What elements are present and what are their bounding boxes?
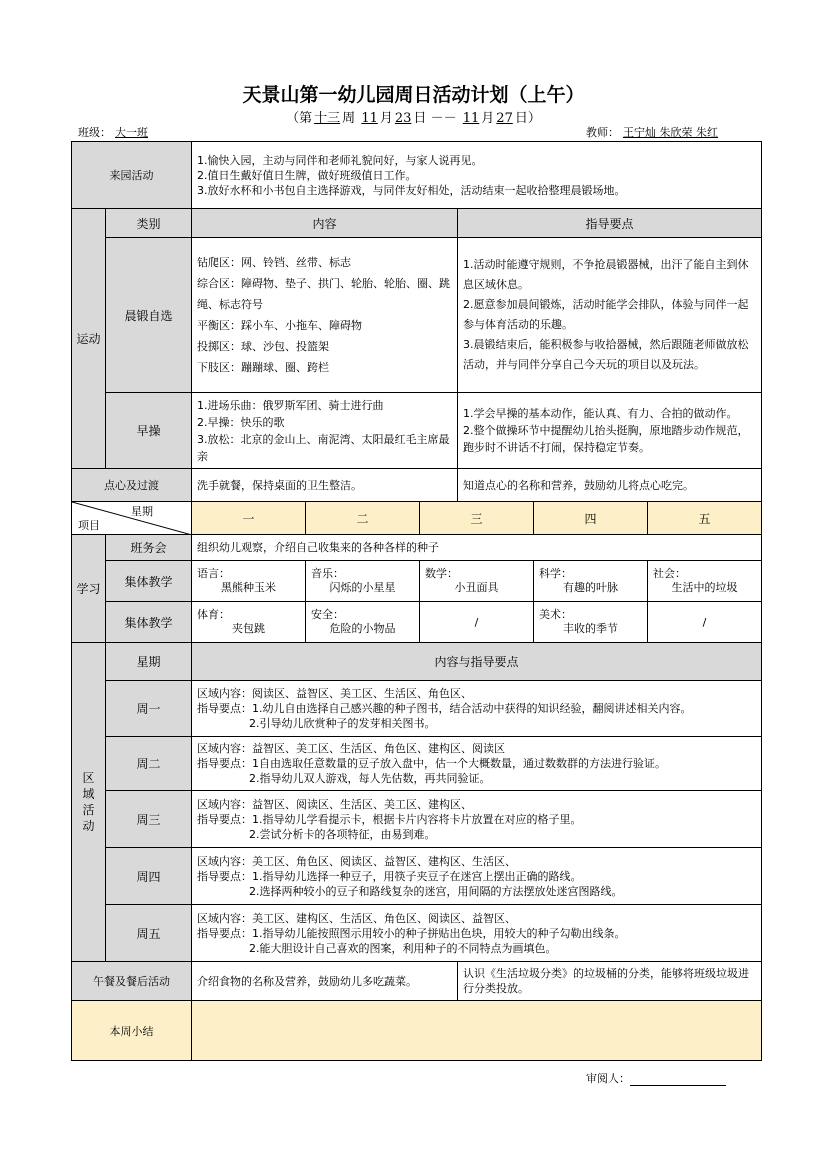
weekday-2: 二 bbox=[306, 502, 420, 535]
plan-table bbox=[71, 141, 762, 1061]
sport-col-type: 类别 bbox=[106, 209, 192, 238]
morning-row bbox=[72, 238, 762, 393]
start-day: 23 bbox=[394, 111, 412, 126]
arrival-content: 1.愉快入园，主动与同伴和老师礼貌问好，与家人说再见。 2.值日生戴好值日生牌，做好班级值日工作。 3.放好水杯和小书包自主选择游戏，与同伴友好相处，活动结束一起收拾整理晨锻场地。 bbox=[192, 142, 762, 209]
exercise-points: 1.学会早操的基本动作，能认真、有力、合拍的做动作。 2.整个做操环节中提醒幼儿抬头挺胸，原地踏步动作规范，跑步时不讲话不打闹，保持稳定节奏。 bbox=[458, 393, 762, 469]
area-content-fri: 区域内容：美工区、建构区、生活区、角色区、阅读区、益智区、 指导要点：1.指导幼儿能按照图示用较小的种子拼贴出色块，用较大的种子勾勒出线条。 2.能大胆设计自己喜欢的图案，利用种子的不同特点为画填色。 bbox=[192, 905, 762, 962]
group1-label: 集体教学 bbox=[106, 561, 192, 602]
area-row-wed bbox=[72, 791, 762, 848]
group-teaching-row-1 bbox=[72, 561, 762, 602]
weekday-5: 五 bbox=[648, 502, 762, 535]
lunch-label: 午餐及餐后活动 bbox=[72, 962, 192, 1001]
sport-col-points: 指导要点 bbox=[458, 209, 762, 238]
snack-row bbox=[72, 469, 762, 502]
area-col-content: 内容与指导要点 bbox=[192, 643, 762, 681]
exercise-content: 1.进场乐曲：俄罗斯军团、骑士进行曲 2.早操：快乐的歌 3.放松：北京的金山上、南泥湾、太阳最红毛主席最亲 bbox=[192, 393, 458, 469]
study-label: 学习 bbox=[72, 535, 106, 643]
area-row-thu bbox=[72, 848, 762, 905]
arrival-row bbox=[72, 142, 762, 209]
weekday-3: 三 bbox=[420, 502, 534, 535]
snack-points: 知道点心的名称和营养，鼓励幼儿将点心吃完。 bbox=[458, 469, 762, 502]
class-value: 大一班 bbox=[115, 126, 148, 139]
group2-wed: / bbox=[420, 602, 534, 643]
group-teaching-row-2 bbox=[72, 602, 762, 643]
sport-col-content: 内容 bbox=[192, 209, 458, 238]
area-content-mon: 区域内容：阅读区、益智区、美工区、生活区、角色区、 指导要点：1.幼儿自由选择自己感兴趣的种子图书，结合活动中获得的知识经验，翻阅讲述相关内容。 2.引导幼儿欣赏种子的发芽相关图书。 bbox=[192, 681, 762, 737]
area-row-mon bbox=[72, 681, 762, 737]
area-header-row bbox=[72, 643, 762, 681]
teacher-value: 王宁灿 朱欣荣 朱红 bbox=[623, 126, 718, 139]
area-label: 区 域 活 动 bbox=[72, 643, 106, 962]
group1-wed: 数学： 小丑面具 bbox=[420, 561, 534, 602]
area-day-thu: 周四 bbox=[106, 848, 192, 905]
group2-thu: 美术： 丰收的季节 bbox=[534, 602, 648, 643]
reviewer-signature: 审阅人： bbox=[586, 1070, 726, 1086]
weekday-4: 四 bbox=[534, 502, 648, 535]
lunch-row bbox=[72, 962, 762, 1001]
summary-content[interactable] bbox=[192, 1001, 762, 1061]
sport-label: 运动 bbox=[72, 209, 106, 469]
group1-mon: 语言： 黑熊种玉米 bbox=[192, 561, 306, 602]
group1-fri: 社会： 生活中的垃圾 bbox=[648, 561, 762, 602]
week-number: 十三 bbox=[314, 111, 341, 126]
summary-label: 本周小结 bbox=[72, 1001, 192, 1061]
area-col-day: 星期 bbox=[106, 643, 192, 681]
class-affairs-content: 组织幼儿观察，介绍自己收集来的各种各样的种子 bbox=[192, 535, 762, 561]
page-title: 天景山第一幼儿园周日活动计划（上午） bbox=[242, 84, 585, 106]
area-day-mon: 周一 bbox=[106, 681, 192, 737]
arrival-label: 来园活动 bbox=[72, 142, 192, 209]
exercise-row bbox=[72, 393, 762, 469]
morning-points: 1.活动时能遵守规则，不争抢晨锻器械，出汗了能自主到休息区域休息。 2.愿意参加晨间锻炼，活动时能学会排队，体验与同伴一起参与体育活动的乐趣。 3.晨锻结束后，能积极参与收拾器械，然后跟随老师做放松活动，并与同伴分享自己今天玩的项目以及玩法。 bbox=[458, 238, 762, 393]
exercise-label: 早操 bbox=[106, 393, 192, 469]
sport-header-row bbox=[72, 209, 762, 238]
end-day: 27 bbox=[496, 111, 513, 126]
snack-label: 点心及过渡 bbox=[72, 469, 192, 502]
area-content-wed: 区域内容：益智区、阅读区、生活区、美工区、建构区、 指导要点：1.指导幼儿学看提示卡，根据卡片内容将卡片放置在对应的格子里。 2.尝试分析卡的各项特征，由易到难。 bbox=[192, 791, 762, 848]
weekday-1: 一 bbox=[192, 502, 306, 535]
morning-content: 钻爬区：网、铃铛、丝带、标志 综合区：障碍物、垫子、拱门、轮胎、轮胎、圈、跳绳、标志符号 平衡区：踩小车、小拖车、障碍物 投掷区：球、沙包、投篮架 下肢区：蹦蹦球、圈、跨栏 bbox=[192, 238, 458, 393]
class-affairs-label: 班务会 bbox=[106, 535, 192, 561]
group2-label: 集体教学 bbox=[106, 602, 192, 643]
group2-fri: / bbox=[648, 602, 762, 643]
group2-mon: 体育： 夹包跳 bbox=[192, 602, 306, 643]
group1-tue: 音乐： 闪烁的小星星 bbox=[306, 561, 420, 602]
reviewer-line[interactable] bbox=[630, 1073, 726, 1086]
morning-label: 晨锻自选 bbox=[106, 238, 192, 393]
start-month: 11 bbox=[361, 111, 378, 126]
weekday-corner: 星期 项目 bbox=[72, 502, 192, 535]
class-info: 班级： 大一班 bbox=[78, 124, 184, 140]
end-month: 11 bbox=[462, 111, 480, 126]
summary-row bbox=[72, 1001, 762, 1061]
teacher-info: 教师： 王宁灿 朱欣荣 朱红 bbox=[586, 124, 722, 140]
area-day-wed: 周三 bbox=[106, 791, 192, 848]
group2-tue: 安全： 危险的小物品 bbox=[306, 602, 420, 643]
area-content-thu: 区域内容：美工区、角色区、阅读区、益智区、建构区、生活区、 指导要点：1.指导幼儿选择一种豆子，用筷子夹豆子在迷宫上摆出正确的路线。 2.选择两种较小的豆子和路线复杂的迷宫，用间隔的方法摆放处迷宫图路线。 bbox=[192, 848, 762, 905]
area-day-fri: 周五 bbox=[106, 905, 192, 962]
lunch-content: 介绍食物的名称及营养，鼓励幼儿多吃蔬菜。 bbox=[192, 962, 458, 1001]
area-row-tue bbox=[72, 737, 762, 791]
area-row-fri bbox=[72, 905, 762, 962]
area-day-tue: 周二 bbox=[106, 737, 192, 791]
area-content-tue: 区域内容：益智区、美工区、生活区、角色区、建构区、阅读区 指导要点：1自由选取任意数量的豆子放入盘中，估一个大概数量，通过数数群的方法进行验证。 2.指导幼儿双人游戏，每人先估数，再共同验证。 bbox=[192, 737, 762, 791]
class-affairs-row bbox=[72, 535, 762, 561]
week-range: （第 十三 周 11 月 23 日 －－ 11 月 27 日） bbox=[286, 111, 541, 126]
group1-thu: 科学： 有趣的叶脉 bbox=[534, 561, 648, 602]
weekday-header-row bbox=[72, 502, 762, 535]
lunch-points: 认识《生活垃圾分类》的垃圾桶的分类，能够将班级垃圾进行分类投放。 bbox=[458, 962, 762, 1001]
snack-content: 洗手就餐，保持桌面的卫生整洁。 bbox=[192, 469, 458, 502]
